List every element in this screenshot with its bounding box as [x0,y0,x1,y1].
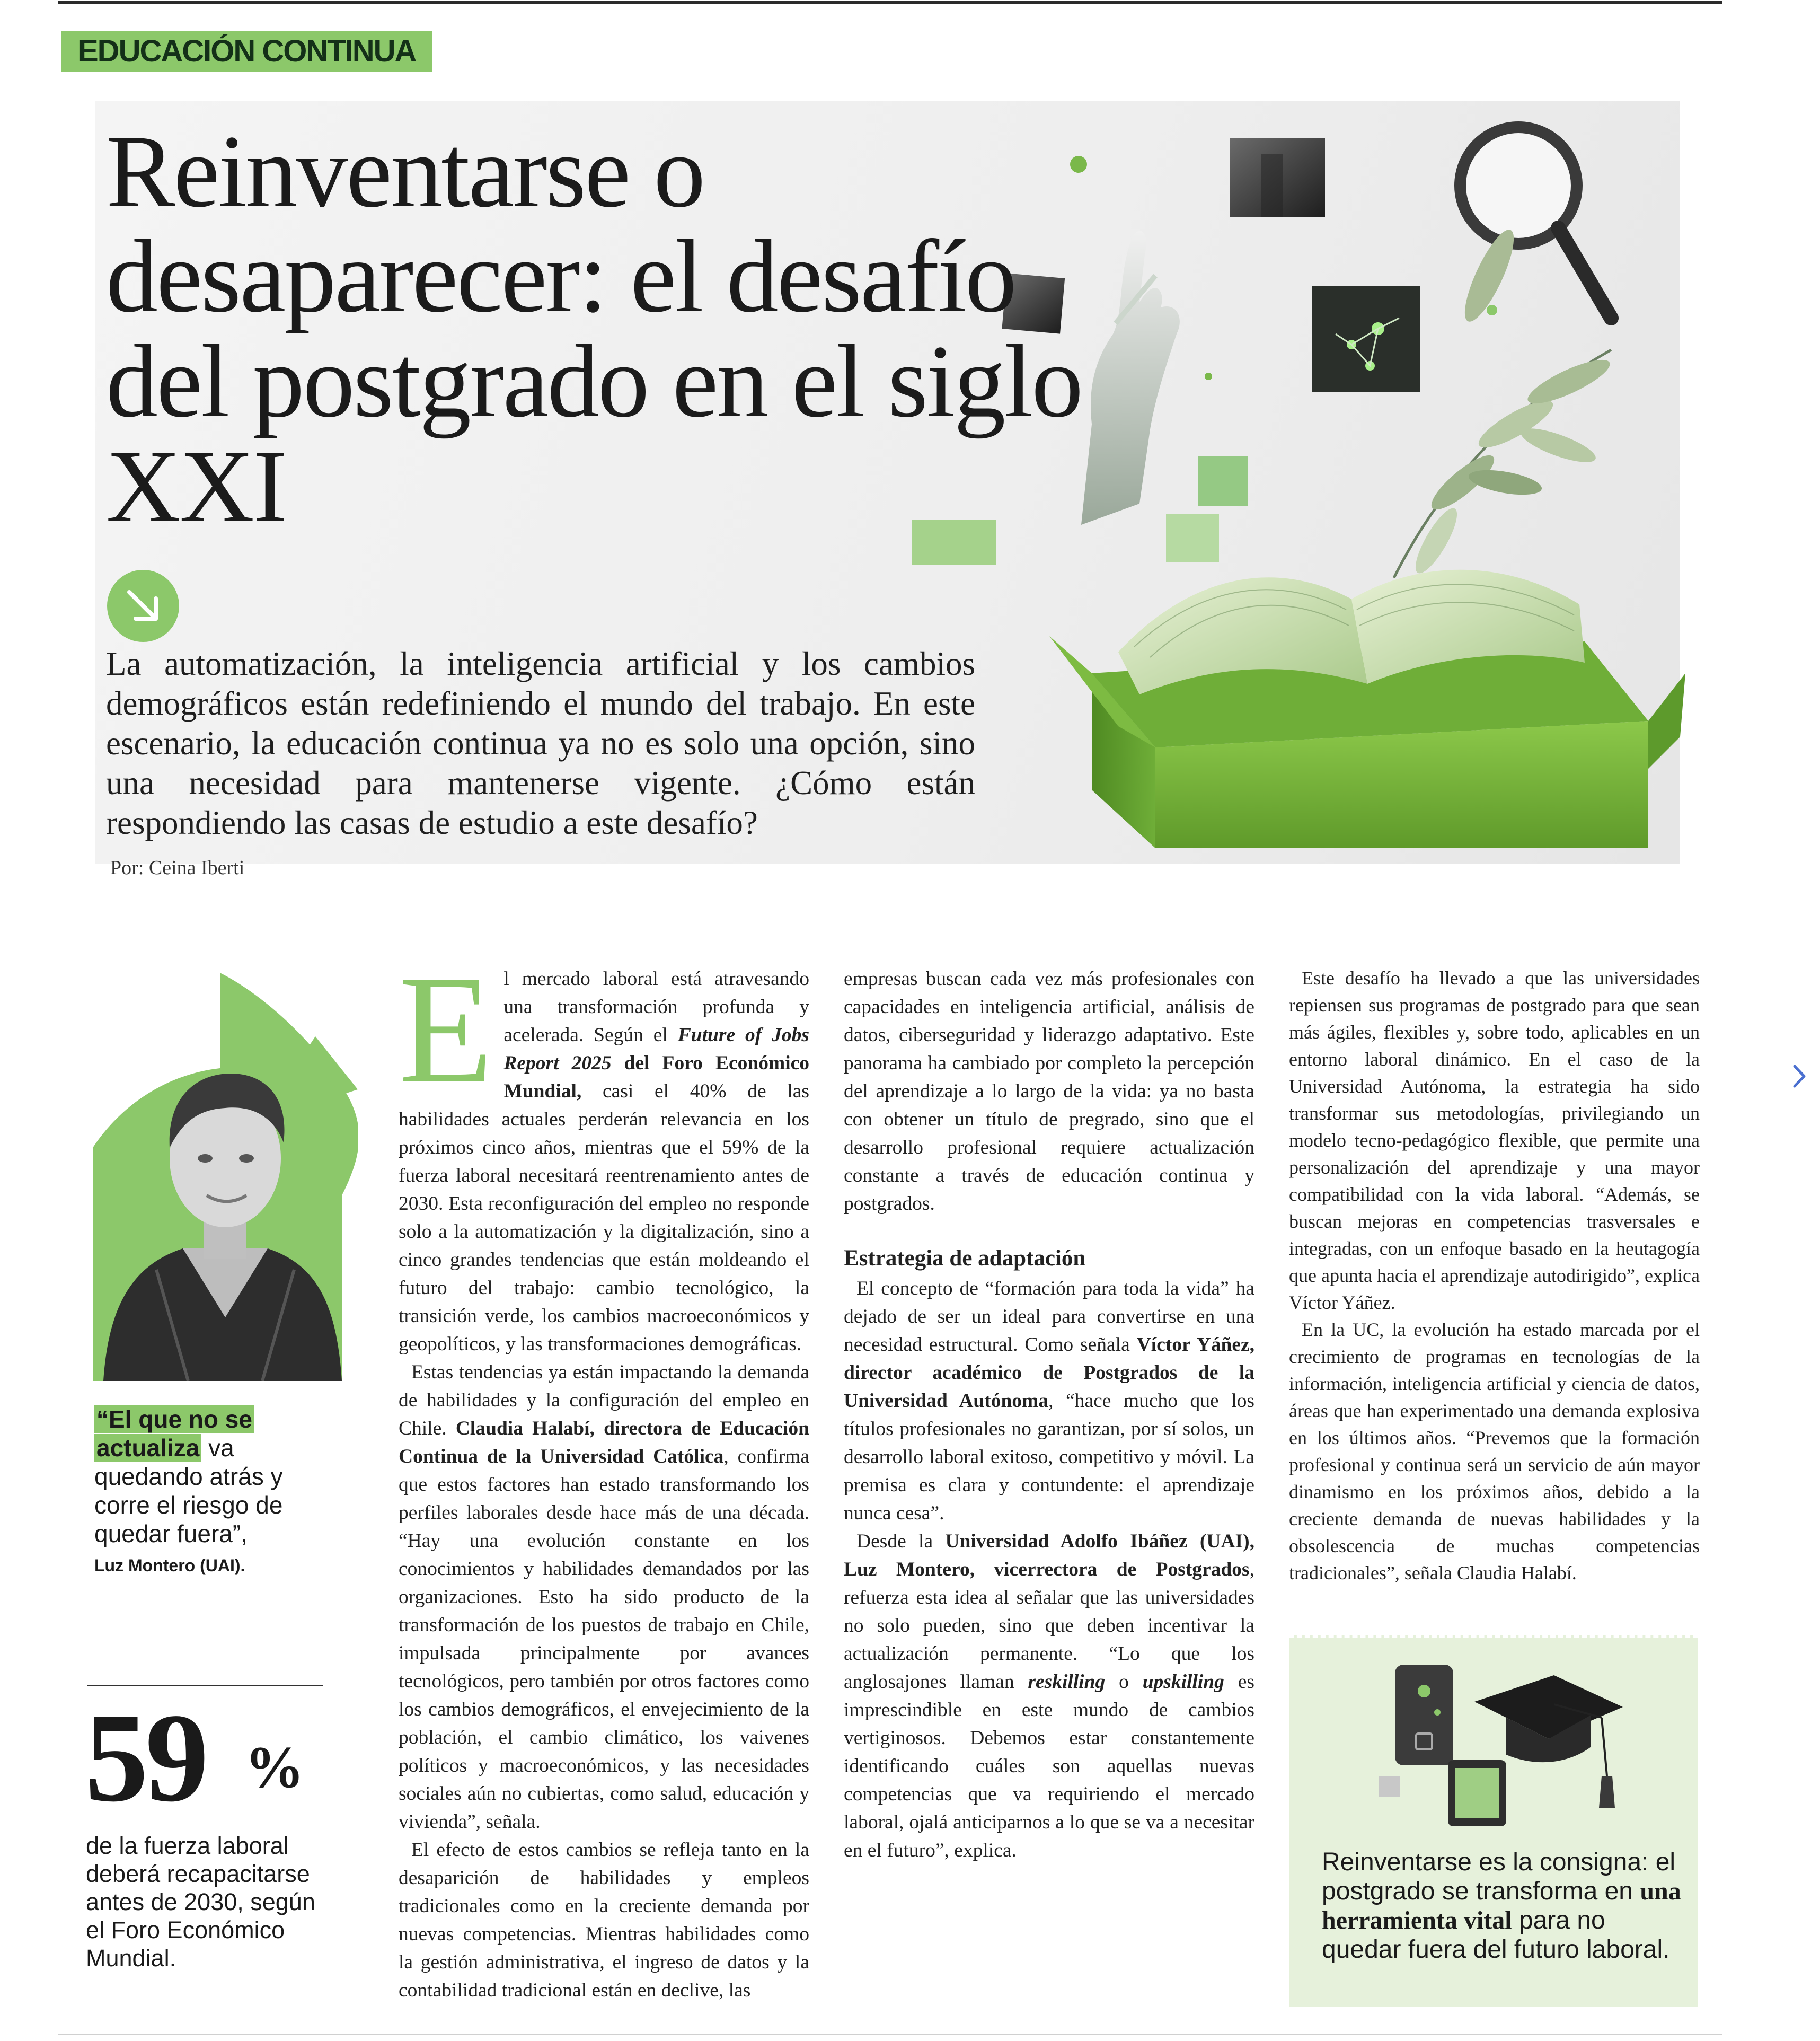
quote-text: va quedando atrás y corre el riesgo de quedar fuera”, [94,1434,283,1547]
article-paragraph: El efecto de estos cambios se refleja tanto en la desaparición de habilidades y empleos tradicionales como en la creciente demanda por nuevas competencias. Mientras habilidades como la gestión administrativa, el ingreso de datos y la contabilidad tradicional están en declive, las [399,1839,809,2001]
section-subhead: Estrategia de adaptación [844,1246,1086,1271]
text-run: del Foro Económico Mundial, [503,1052,810,1102]
byline: Por: Ceina Iberti [110,857,245,879]
text-run: , confirma que estos factores han estado transformando los perfiles laborales desde hace más de una década. “Hay una evolución constante en los conocimientos y habilidades demandados por las organizaciones. Esto ha sido producto de la transformación de los puestos de trabajo en Chile, impulsada principalmente por avances tecnológicos, pero también por otros factores como los cambios demográficos, el envejecimiento de la población, el cambio climático, los vaivenes políticos y macroeconómicos, y las necesidades sociales aún no cubiertas, como salud, educación y vivienda”, señala. [399,1446,809,1833]
text-run: Víctor Yáñez, director académico de Postgrados de la Universidad Autónoma [844,1334,1254,1412]
arrow-down-right-icon [123,586,163,626]
section-tag: EDUCACIÓN CONTINUA [61,31,432,72]
article-paragraph-continued: empresas buscan cada vez más profesionales con capacidades en inteligencia artificial, análisis de datos, ciberseguridad y liderazgo adaptativo. Este panorama ha cambiado por completo la percepción del aprendizaje a lo largo de la vida: ya no basta con obtener un título de pregrado, sino que el desarrollo profesional requiere actualización constante a través de educación continua y postgrados. [844,968,1254,1215]
article-paragraph [1289,1316,1700,1587]
article-paragraph [844,1527,1254,1864]
bottom-rule [58,2034,1722,2035]
article-column-1 [399,944,810,2004]
author-portrait [93,973,358,1381]
article-paragraph [1289,965,1700,1316]
text-run: , “hace mucho que los títulos profesionales no garantizan, por sí solos, un desarrollo laboral exitoso, competitivo y móvil. La premisa es clara y contundente: el aprendizaje nunca cesa”. [844,1390,1254,1524]
text-run: l mercado laboral está atravesando una transformación profunda y acelerada. Según el [503,968,809,1046]
quote-highlight-2: actualiza [94,1434,201,1462]
text-run: Universidad Adolfo Ibáñez (UAI), Luz Montero, vicerrectora de Postgrados [844,1530,1255,1580]
text-run: Reinventarse es la consigna: el postgrado se transforma en [1322,1848,1676,1905]
stat-unit: % [245,1735,304,1800]
article-paragraph [399,1358,809,1836]
text-run: es imprescindible en este mundo de cambios vertiginosos. Debemos estar constantemente identificando cuáles son aquellas nuevas competencias que va requiriendo el mercado laboral, ojalá anticiparnos a lo que se va a necesitar en el futuro”, explica. [844,1671,1254,1861]
text-run: En la UC, la evolución ha estado marcada por el crecimiento de programas en tecnologías de la información, inteligencia artificial y ciencia de datos, áreas que han experimentado una demanda explosiva en los últimos años. “Prevemos que la formación profesional y continua será un servicio de aún mayor dinamismo en los próximos años, debido a la creciente demanda de nuevas habilidades y la obsolescencia de muchas competencias tradicionales”, señala Claudia Halabí. [1289,1319,1700,1583]
top-rule [58,1,1722,4]
article-paragraph [399,944,810,1358]
sidebar-rule [87,1685,323,1686]
text-run: El concepto de “formación para toda la vida” ha dejado de ser un ideal para convertirse en una necesidad estructural. Como señala [844,1278,1254,1356]
text-run: Este desafío ha llevado a que las universidades repiensen sus programas de postgrado para que sean más ágiles, flexibles y, sobre todo, aplicables en un entorno laboral dinámico. En el caso de la Universidad Autónoma, la estrategia ha sido transformar sus metodologías, privilegiando un modelo tecno-pedagógico flexible, que permite una personalización del aprendizaje y una mayor compatibilidad con la vida laboral. “Además, se buscan mejoras en competencias trasversales e integradas, con un enfoque basado en la heutagogía que apunta hacia el aprendizaje autodirigido”, explica Víctor Yáñez. [1289,967,1700,1313]
stat-number: 59 [85,1687,206,1828]
text-run: Future of Jobs Report 2025 [503,1024,809,1074]
text-run: para no quedar fuera del futuro laboral. [1322,1906,1670,1964]
text-run: Estas tendencias ya están impactando la demanda de habilidades y la configuración del empleo en Chile. [399,1361,809,1439]
quote-highlight-1: “El que no se [94,1405,254,1433]
text-run: reskilling [1028,1671,1106,1693]
lede: La automatización, la inteligencia artificial y los cambios demográficos están redefiniendo el mundo del trabajo. En este escenario, la educación continua ya no es solo una opción, sino una necesidad para mantenerse vigente. ¿Cómo están respondiendo las casas de estudio a este desafío? [106,645,975,841]
promo-text [1322,1848,1682,1964]
promo-box [1289,1635,1698,2007]
text-run: casi el 40% de las habilidades actuales perderán relevancia en los próximos cinco años, mientras que el 59% de la fuerza laboral necesitará reentrenamiento antes de 2030. Esta reconfiguración del empleo no responde solo a la automatización y la digitalización, sino a cinco grandes tendencias que están moldeando el futuro del trabajo: cambio tecnológico, la transición verde, los cambios macroeconómicos y geopolíticos, y las transformaciones demográficas. [399,1080,809,1355]
text-run: upskilling [1142,1671,1224,1693]
text-run: o [1105,1671,1143,1693]
chevron-right-icon[interactable] [1791,1063,1807,1089]
pull-quote [94,1405,343,1580]
text-run: Desde la [856,1530,946,1552]
text-run: una herramienta vital [1322,1877,1681,1934]
drop-cap: E [399,944,493,1115]
article-column-2 [844,965,1254,1864]
arrow-badge [107,570,179,642]
quote-author: Luz Montero (UAI). [94,1556,245,1575]
article-column-3 [1289,965,1700,1587]
stat-description: de la fuerza laboral deberá recapacitarse antes de 2030, según el Foro Económico Mundial. [86,1832,315,1972]
article-paragraph [844,1274,1254,1527]
text-run: Claudia Halabí, directora de Educación Continua de la Universidad Católica [399,1418,809,1467]
text-run: , refuerza esta idea al señalar que las universidades no solo pueden, sino que deben incentivar la actualización permanente. “Lo que los anglosajones llaman [844,1559,1254,1693]
devices-graduation-cap-illustration [1379,1654,1623,1834]
headline: Reinventarse o desaparecer: el desafío del postgrado en el siglo XXI [106,114,1082,544]
